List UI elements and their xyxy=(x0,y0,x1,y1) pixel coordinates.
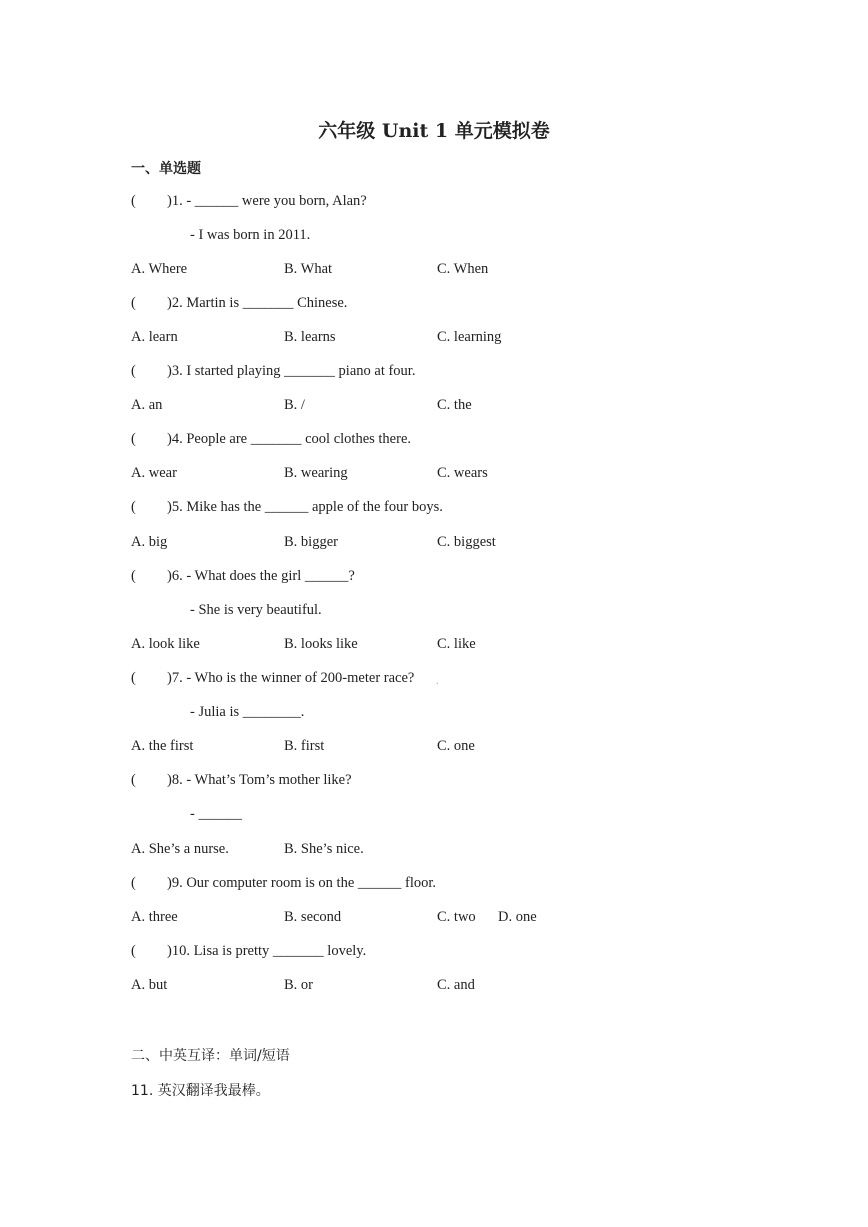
question-stem: )10. Lisa is pretty _______ lovely. xyxy=(167,943,367,959)
question-stem: )6. - What does the girl ______? xyxy=(167,568,355,584)
option-b: B. / xyxy=(284,397,305,413)
answer-paren: ( xyxy=(131,943,136,959)
option-c: C. learning xyxy=(437,329,502,345)
answer-paren: ( xyxy=(131,363,136,379)
question-1 xyxy=(131,193,367,210)
answer-paren: ( xyxy=(131,499,136,515)
option-a: A. look like xyxy=(131,636,200,652)
question-stem: )2. Martin is _______ Chinese. xyxy=(167,295,348,311)
question-6 xyxy=(131,568,355,585)
option-c: C. two xyxy=(437,909,476,925)
option-a: A. She’s a nurse. xyxy=(131,841,229,857)
option-b: B. learns xyxy=(284,329,336,345)
question-8 xyxy=(131,772,352,789)
option-b: B. She’s nice. xyxy=(284,841,364,857)
option-b: B. or xyxy=(284,977,313,993)
margin-mark: . xyxy=(436,676,439,687)
question-11: 11. 英汉翻译我最棒。 xyxy=(131,1083,270,1099)
option-c: C. like xyxy=(437,636,476,652)
answer-paren: ( xyxy=(131,568,136,584)
question-2 xyxy=(131,295,347,312)
question-8-dialogue: - ______ xyxy=(190,806,242,822)
option-c: C. one xyxy=(437,738,475,754)
question-stem: )7. - Who is the winner of 200-meter race? xyxy=(167,670,415,686)
option-d: D. one xyxy=(498,909,537,925)
option-a: A. Where xyxy=(131,261,188,277)
option-a: A. the first xyxy=(131,738,194,754)
option-a: A. but xyxy=(131,977,168,993)
option-a: A. three xyxy=(131,909,178,925)
option-a: A. learn xyxy=(131,329,178,345)
option-c: C. and xyxy=(437,977,475,993)
question-stem: )4. People are _______ cool clothes there. xyxy=(167,431,412,447)
question-3 xyxy=(131,363,415,380)
option-c: C. When xyxy=(437,261,489,277)
answer-paren: ( xyxy=(131,295,136,311)
option-b: B. second xyxy=(284,909,342,925)
question-stem: )1. - ______ were you born, Alan? xyxy=(167,193,367,209)
question-stem: )5. Mike has the ______ apple of the four boys. xyxy=(167,499,443,515)
option-a: A. wear xyxy=(131,465,177,481)
question-5 xyxy=(131,499,443,516)
answer-paren: ( xyxy=(131,431,136,447)
section-heading-single-choice: 一、单选题 xyxy=(131,161,201,177)
page-title: 六年级 Unit 1 单元模拟卷 xyxy=(318,120,550,142)
question-10 xyxy=(131,943,366,960)
answer-paren: ( xyxy=(131,193,136,209)
option-b: B. wearing xyxy=(284,465,348,481)
answer-paren: ( xyxy=(131,875,136,891)
question-stem: )3. I started playing _______ piano at four. xyxy=(167,363,416,379)
option-a: A. big xyxy=(131,534,168,550)
question-4 xyxy=(131,431,411,448)
option-c: C. biggest xyxy=(437,534,496,550)
answer-paren: ( xyxy=(131,772,136,788)
option-a: A. an xyxy=(131,397,163,413)
option-b: B. bigger xyxy=(284,534,338,550)
question-7-dialogue: - Julia is ________. xyxy=(190,704,305,720)
question-7 xyxy=(131,670,414,687)
option-b: B. looks like xyxy=(284,636,358,652)
option-c: C. wears xyxy=(437,465,488,481)
question-stem: )8. - What’s Tom’s mother like? xyxy=(167,772,352,788)
answer-paren: ( xyxy=(131,670,136,686)
option-c: C. the xyxy=(437,397,472,413)
option-b: B. first xyxy=(284,738,325,754)
question-1-dialogue: - I was born in 2011. xyxy=(190,227,311,243)
option-b: B. What xyxy=(284,261,333,277)
question-stem: )9. Our computer room is on the ______ floor. xyxy=(167,875,437,891)
question-6-dialogue: - She is very beautiful. xyxy=(190,602,322,618)
section-heading-translation: 二、中英互译：单词/短语 xyxy=(131,1048,290,1064)
question-9 xyxy=(131,875,436,892)
